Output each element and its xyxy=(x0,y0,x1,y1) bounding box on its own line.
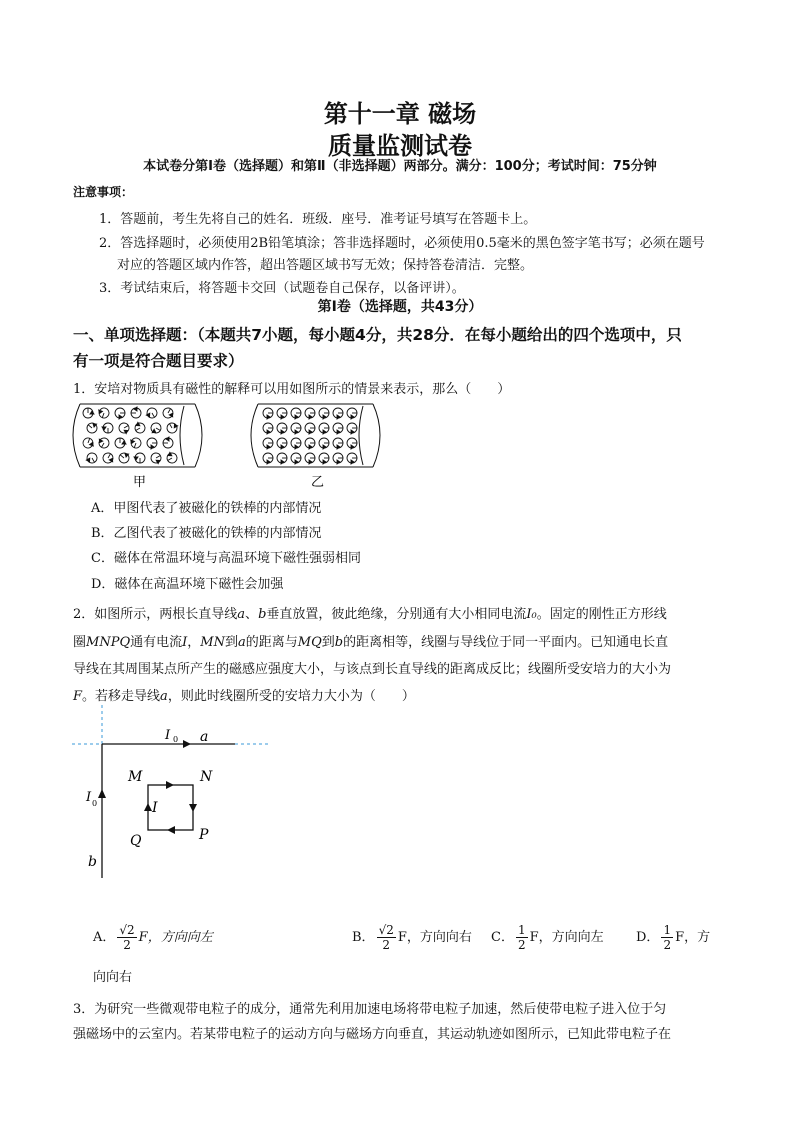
molecular-current-icon xyxy=(291,453,301,464)
question-2-line4: F。若移走导线a，则此时线圈所受的安培力大小为（ ） xyxy=(73,689,415,704)
question-2-line2: 圈MNPQ通有电流I，MN到a的距离与MQ到b的距离相等，线圈与导线位于同一平面内。已知通电长直 xyxy=(73,635,669,650)
notice-item: 对应的答题区域内作答，超出答题区域书写无效；保持答卷清洁．完整。 xyxy=(117,258,534,273)
label-I0-top: I xyxy=(165,728,171,743)
figure-label-yi: 乙 xyxy=(311,475,325,490)
molecular-current-icon xyxy=(165,421,180,435)
molecular-current-icon xyxy=(131,407,141,418)
molecular-current-icon xyxy=(83,408,94,418)
molecular-current-icon xyxy=(117,421,131,436)
molecular-current-icon xyxy=(134,453,145,463)
molecular-current-icon xyxy=(277,453,287,464)
notice-heading: 注意事项： xyxy=(73,185,134,199)
coil-arrow-left xyxy=(144,803,152,811)
page-title: 第十一章 磁场 xyxy=(323,100,477,128)
molecular-current-icon xyxy=(291,408,301,419)
molecular-current-icon xyxy=(319,453,329,464)
section-heading: 一、单项选择题：（本题共7小题，每小题4分，共28分．在每小题给出的四个选项中，只 xyxy=(73,326,682,344)
molecular-current-icon xyxy=(149,451,163,466)
molecular-current-icon xyxy=(263,408,273,419)
molecular-current-icon xyxy=(96,436,111,450)
page-subtitle: 质量监测试卷 xyxy=(328,132,472,160)
wire-b-arrow xyxy=(98,789,106,798)
molecular-current-icon xyxy=(163,437,173,448)
molecular-current-icon xyxy=(85,420,100,435)
molecular-current-icon xyxy=(347,438,357,449)
molecular-current-icon xyxy=(147,438,157,449)
molecular-current-icon xyxy=(133,420,147,435)
molecular-current-icon xyxy=(144,406,159,420)
label-b: b xyxy=(88,854,97,870)
molecular-current-icon xyxy=(263,453,273,464)
molecular-current-icon xyxy=(115,408,125,419)
q2-option-b[interactable]: B． $\frac{√2}{2}$ F，方向向右 xyxy=(352,923,472,952)
question-2-line1: 2．如图所示，两根长直导线a、b垂直放置，彼此绝缘，分别通有大小相同电流I₀。固定的刚性正方形线 xyxy=(73,607,667,622)
molecular-current-icon xyxy=(84,451,99,465)
q1-option-b[interactable]: B．乙图代表了被磁化的铁棒的内部情况 xyxy=(91,526,322,541)
label-I: I xyxy=(152,800,158,816)
molecular-current-icon xyxy=(149,421,163,436)
molecular-current-icon xyxy=(333,423,343,434)
label-I0-top-sub: 0 xyxy=(173,735,179,744)
molecular-current-icon xyxy=(305,453,315,464)
part1-title: 第Ⅰ卷（选择题，共43分） xyxy=(317,299,483,315)
molecular-current-icon xyxy=(165,450,179,465)
molecular-current-icon xyxy=(102,423,113,433)
label-I0-left-sub: 0 xyxy=(92,799,98,808)
coil-arrow-bottom xyxy=(167,826,175,834)
molecular-current-icon xyxy=(305,438,315,449)
molecular-current-icon xyxy=(263,438,273,449)
molecular-current-icon xyxy=(97,406,111,419)
molecular-current-icon xyxy=(333,438,343,449)
molecular-current-icon xyxy=(129,436,143,449)
molecular-current-icon xyxy=(101,451,116,465)
molecular-current-icon xyxy=(347,408,357,419)
molecular-current-icon xyxy=(115,438,126,448)
question-1-stem: 1．安培对物质具有磁性的解释可以用如图所示的情景来表示，那么（ ） xyxy=(73,382,511,397)
q1-option-d[interactable]: D．磁体在高温环境下磁性会加强 xyxy=(91,577,284,592)
random-dipoles xyxy=(82,406,180,466)
molecular-current-icon xyxy=(333,453,343,464)
question-2-line3: 导线在其周围某点所产生的磁感应强度大小，与该点到长直导线的距离成反比；线圈所受安培力的大小为 xyxy=(73,662,672,677)
q1-option-c[interactable]: C．磁体在常温环境与高温环境下磁性强弱相同 xyxy=(91,551,361,566)
molecular-current-icon xyxy=(291,438,301,449)
question-3-line2: 强磁场中的云室内。若某带电粒子的运动方向与磁场方向垂直，其运动轨迹如图所示，已知此带电粒子在 xyxy=(73,1027,672,1042)
molecular-current-icon xyxy=(319,408,329,419)
molecular-current-icon xyxy=(82,437,96,450)
notice-item: 3．考试结束后，将答题卡交回（试题卷自己保存，以备评讲）。 xyxy=(99,281,465,296)
q1-figure xyxy=(68,400,388,490)
label-Q: Q xyxy=(130,833,142,849)
coil-arrow-right xyxy=(189,804,197,812)
molecular-current-icon xyxy=(319,438,329,449)
molecular-current-icon xyxy=(161,406,176,420)
label-I0-left: I xyxy=(86,790,92,805)
molecular-current-icon xyxy=(117,450,132,465)
q2-option-d-cont: 向向右 xyxy=(93,970,133,985)
molecular-current-icon xyxy=(277,408,287,419)
molecular-current-icon xyxy=(277,438,287,449)
molecular-current-icon xyxy=(291,423,301,434)
molecular-current-icon xyxy=(277,423,287,434)
label-a: a xyxy=(200,729,209,745)
molecular-current-icon xyxy=(319,423,329,434)
exam-info: 本试卷分第Ⅰ卷（选择题）和第Ⅱ（非选择题）两部分。满分：100分；考试时间：75分钟 xyxy=(143,159,657,174)
wire-a-arrow xyxy=(183,740,191,748)
molecular-current-icon xyxy=(263,423,273,434)
section-heading-cont: 有一项是符合题目要求） xyxy=(73,352,244,370)
coil-arrow-top xyxy=(166,781,174,789)
q2-option-a[interactable]: A． $\frac{√2}{2}$ F，方向向左 xyxy=(93,923,213,952)
q2-option-c[interactable]: C． $\frac{1}{2}$ F，方向向左 xyxy=(491,923,604,952)
notice-item: 1．答题前，考生先将自己的姓名．班级．座号．准考证号填写在答题卡上。 xyxy=(99,212,537,227)
notice-item: 2．答选择题时，必须使用2B铅笔填涂；答非选择题时，必须使用0.5毫米的黑色签字笔书写；必须在题号 xyxy=(99,236,705,251)
label-P: P xyxy=(199,827,209,843)
molecular-current-icon xyxy=(305,423,315,434)
figure-label-jia: 甲 xyxy=(133,475,147,490)
q2-figure xyxy=(70,700,280,880)
label-N: N xyxy=(200,769,213,785)
cylinder-yi xyxy=(251,404,380,467)
q1-option-a[interactable]: A．甲图代表了被磁化的铁棒的内部情况 xyxy=(91,501,322,516)
question-3-line1: 3．为研究一些微观带电粒子的成分，通常先利用加速电场将带电粒子加速，然后使带电粒子进入位于匀 xyxy=(73,1002,667,1017)
aligned-dipoles xyxy=(263,408,357,464)
q2-option-d[interactable]: D． $\frac{1}{2}$ F，方 xyxy=(636,923,711,952)
molecular-current-icon xyxy=(347,453,357,464)
molecular-current-icon xyxy=(347,423,357,434)
molecular-current-icon xyxy=(305,408,315,419)
label-M: M xyxy=(128,769,143,785)
molecular-current-icon xyxy=(333,408,343,419)
